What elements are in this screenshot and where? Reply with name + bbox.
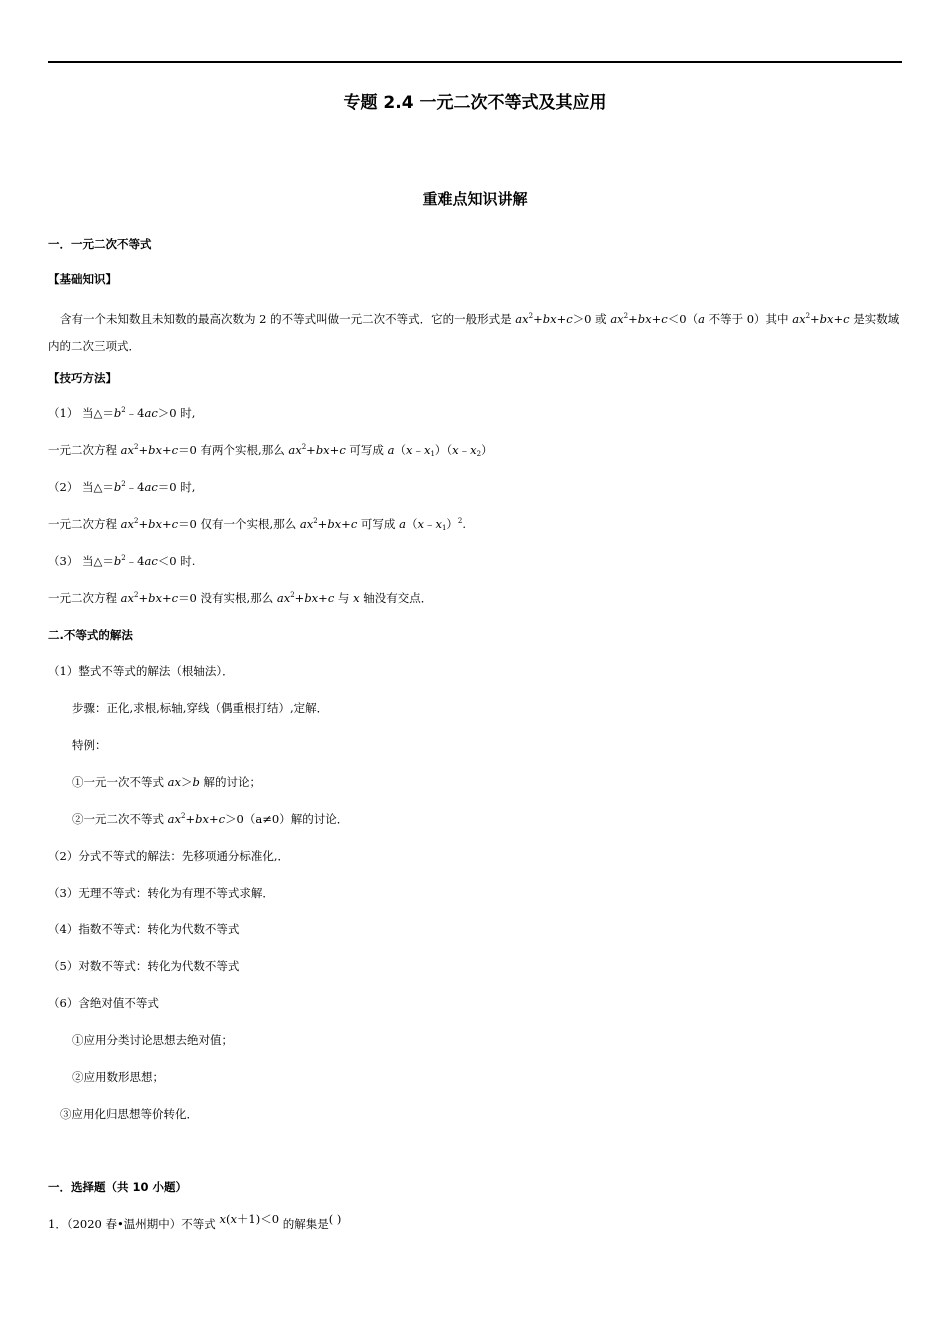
- method-polynomial: （1）整式不等式的解法（根轴法）．: [48, 664, 234, 678]
- case1-condition: （1） 当$\triangle=b^2﹣4ac>0$ 时,: [48, 406, 196, 420]
- basic-knowledge-text: 含有一个未知数且未知数的最高次数为 2 的不等式叫做一元二次不等式．它的一般形式是 $ax^2+bx+c>0$ 或 $ax^2+bx+c<0(a$ 不等于 0）其中 $ax^2+bx+c$ 是实数域内的二次三项式．: [48, 312, 900, 353]
- header-rule: [48, 61, 902, 63]
- case2-result: 一元二次方程 $ax^2+bx+c=0$ 仅有一个实根,那么 $ax^2+bx+c$ 可写成 $a(x﹣x_1)^2$.: [48, 517, 467, 532]
- method-absolute: （6）含绝对值不等式: [48, 996, 159, 1010]
- absolute-case2: ②应用数形思想；: [72, 1070, 164, 1084]
- case1-result: 一元二次方程 $ax^2+bx+c=0$ 有两个实根,那么 $ax^2+bx+c$ 可写成 $a(x﹣x_1)(x﹣x_2)$: [48, 443, 493, 458]
- page-title: 专题 2.4 一元二次不等式及其应用: [343, 93, 607, 113]
- absolute-case3: ③应用化归思想等价转化．: [60, 1107, 198, 1121]
- tips-label: 【技巧方法】: [48, 371, 117, 385]
- method-logarithmic: （5）对数不等式：转化为代数不等式: [48, 959, 240, 973]
- basic-knowledge-label: 【基础知识】: [48, 272, 117, 286]
- section2-heading: 二.不等式的解法: [48, 628, 133, 642]
- method-exponential: （4）指数不等式：转化为代数不等式: [48, 922, 240, 936]
- method-fraction: （2）分式不等式的解法：先移项通分标准化,．: [48, 849, 289, 863]
- absolute-case1: ①应用分类讨论思想去绝对值；: [72, 1033, 233, 1047]
- special-quadratic: ②一元二次不等式 $ax^2+bx+c>0(a\ne 0)$解的讨论．: [72, 812, 349, 826]
- special-linear: ①一元一次不等式 ax＞b 解的讨论；: [72, 775, 262, 789]
- case2-condition: （2） 当$\triangle=b^2﹣4ac=0$ 时,: [48, 480, 196, 494]
- section1-heading: 一．一元二次不等式: [48, 237, 152, 251]
- method-irrational: （3）无理不等式：转化为有理不等式求解．: [48, 886, 274, 900]
- method-steps: 步骤：正化,求根,标轴,穿线（偶重根打结）,定解．: [72, 701, 329, 715]
- question-1: 1．（2020 春•温州期中）不等式 x(x＋1)＜0 的解集是( ): [48, 1212, 342, 1231]
- page-subtitle: 重难点知识讲解: [422, 190, 528, 208]
- case3-condition: （3） 当$\triangle=b^2﹣4ac<0$ 时.: [48, 554, 196, 568]
- method-special-label: 特例：: [72, 738, 107, 752]
- case3-result: 一元二次方程 $ax^2+bx+c=0$ 没有实根,那么 $ax^2+bx+c$ 与 x 轴没有交点．: [48, 591, 433, 605]
- exercises-heading: 一．选择题（共 10 小题）: [48, 1180, 188, 1194]
